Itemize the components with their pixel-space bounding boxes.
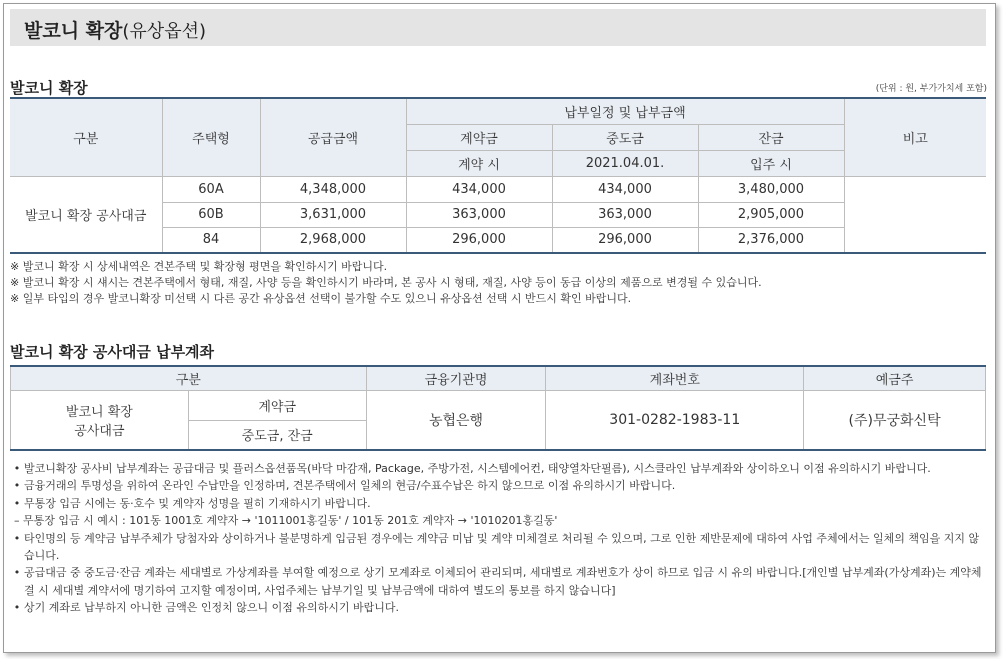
page-title [24, 16, 206, 43]
account-row-label-line2: 공사대금 [74, 423, 125, 439]
unit-note: (단위 : 원, 부가가치세 포함) [875, 84, 987, 94]
list-item [10, 599, 985, 616]
cell-sub-contract: 계약금 [188, 390, 366, 420]
cell-balance: 3,480,000 [698, 176, 844, 202]
cell-sub-interim-balance: 중도금, 잔금 [188, 420, 366, 450]
list-item [10, 460, 985, 477]
bullet-mark: • [13, 531, 21, 545]
bullet-mark: • [13, 496, 21, 510]
cell-contract: 363,000 [406, 202, 552, 227]
cell-supply: 3,631,000 [260, 202, 406, 227]
cell-holder: (주)무궁화신탁 [804, 390, 986, 450]
cell-type: 60B [162, 202, 260, 227]
header-balance-when: 입주 시 [698, 150, 844, 176]
row-label: 발코니 확장 공사대금 [10, 176, 162, 253]
header-payment-group: 납부일정 및 납부금액 [406, 98, 844, 124]
header-category: 구분 [11, 366, 367, 390]
account-row-label-line1: 발코니 확장 [65, 404, 133, 420]
header-remarks: 비고 [844, 98, 986, 176]
cell-supply: 4,348,000 [260, 176, 406, 202]
cell-balance: 2,376,000 [698, 227, 844, 253]
list-item [10, 564, 985, 599]
cell-interim: 363,000 [552, 202, 698, 227]
page-title-bar [10, 9, 986, 46]
note-line: ※ 일부 타입의 경우 발코니확장 미선택 시 다른 공간 유상옵션 선택이 불가할 수도 있으니 유상옵션 선택 시 반드시 확인 바랍니다. [10, 292, 632, 305]
bullet-text: 무통장 입금 시에는 동·호수 및 계약자 성명을 필히 기재하시기 바랍니다. [24, 496, 371, 510]
header-interim-when: 2021.04.01. [552, 150, 698, 176]
list-item [10, 495, 985, 512]
table-notes [10, 259, 762, 307]
bullet-mark: • [13, 462, 21, 475]
page-title-main: 발코니 확장 [24, 20, 123, 42]
header-bank: 금융기관명 [366, 366, 546, 390]
cell-contract: 296,000 [406, 227, 552, 253]
cell-type: 84 [162, 227, 260, 253]
bullet-text: 상기 계좌로 납부하지 아니한 금액은 인정치 않으니 이점 유의하시기 바랍니다. [24, 601, 399, 615]
cell-contract: 434,000 [406, 176, 552, 202]
page-title-sub: (유상옵션) [122, 21, 206, 42]
bullet-notes [10, 460, 985, 617]
list-item [10, 530, 985, 565]
account-table [10, 365, 986, 451]
bullet-text: – 무통장 입금 시 예시 : 101동 1001호 계약자 → '1011001홍길동' / 101동 201호 계약자 → '1010201홍길동' [14, 514, 558, 528]
bullet-text: 발코니확장 공사비 납부계좌는 공급대금 및 플러스옵션품목(바닥 마감재, Package, 주방가전, 시스템에어컨, 태양열차단필름), 시스클라인 납부계좌와 상이하오니 이점 유의하시기 바랍니다. [24, 462, 931, 475]
list-item [10, 512, 985, 529]
bullet-mark: • [13, 479, 21, 493]
bullet-text: 금융거래의 투명성을 위하여 온라인 수납만을 인정하며, 견본주택에서 일체의 현금/수표수납은 하지 않으므로 이점 유의하시기 바랍니다. [24, 479, 676, 493]
note-line: ※ 발코니 확장 시 상세내역은 견본주택 및 확장형 평면을 확인하시기 바랍니다. [10, 260, 388, 273]
balcony-price-table [10, 97, 986, 254]
cell-supply: 2,968,000 [260, 227, 406, 253]
cell-balance: 2,905,000 [698, 202, 844, 227]
cell-remarks [844, 176, 986, 253]
cell-interim: 434,000 [552, 176, 698, 202]
bullet-mark: • [13, 566, 21, 580]
section2-title: 발코니 확장 공사대금 납부계좌 [10, 343, 215, 361]
header-interim: 중도금 [552, 124, 698, 150]
cell-account-number: 301-0282-1983-11 [546, 390, 804, 450]
header-contract-when: 계약 시 [406, 150, 552, 176]
section1-title: 발코니 확장 [10, 79, 88, 97]
list-item [10, 477, 985, 494]
header-house-type: 주택형 [162, 98, 260, 176]
bullet-text: 타인명의 등 계약금 납부주체가 당첨자와 상이하거나 불분명하게 입금된 경우에는 계약금 미납 및 계약 미체결로 처리될 수 있으며, 그로 인한 제반문제에 대하여 사업 주체에서는 일체의 책임을 지지 않습니다. [24, 531, 980, 563]
header-category: 구분 [10, 98, 162, 176]
cell-interim: 296,000 [552, 227, 698, 253]
header-balance: 잔금 [698, 124, 844, 150]
header-holder: 예금주 [804, 366, 986, 390]
cell-bank: 농협은행 [366, 390, 546, 450]
note-line: ※ 발코니 확장 시 섀시는 견본주택에서 형태, 재질, 사양 등을 확인하시기 바라며, 본 공사 시 형태, 재질, 사양 등이 동급 이상의 제품으로 변경될 수 있습니다. [10, 276, 762, 289]
account-row-label [11, 390, 189, 450]
header-contract: 계약금 [406, 124, 552, 150]
header-supply-price: 공급금액 [260, 98, 406, 176]
cell-type: 60A [162, 176, 260, 202]
bullet-mark: • [13, 601, 21, 615]
table-row [11, 390, 986, 420]
table-row [10, 176, 986, 202]
bullet-text: 공급대금 중 중도금·잔금 계좌는 세대별로 가상계좌를 부여할 예정으로 상기 모계좌로 이체되어 관리되며, 세대별로 계좌번호가 상이 하므로 입금 시 유의 바랍니다.[개인별 납부계좌(가상계좌)는 계약체결 시 세대별 계약서에 명기하여 고지할 예정이며, 사업주체는 납부기일 및 납부금액에 대하여 별도의 통보를 하지 않습니다] [24, 566, 982, 597]
header-account: 계좌번호 [546, 366, 804, 390]
